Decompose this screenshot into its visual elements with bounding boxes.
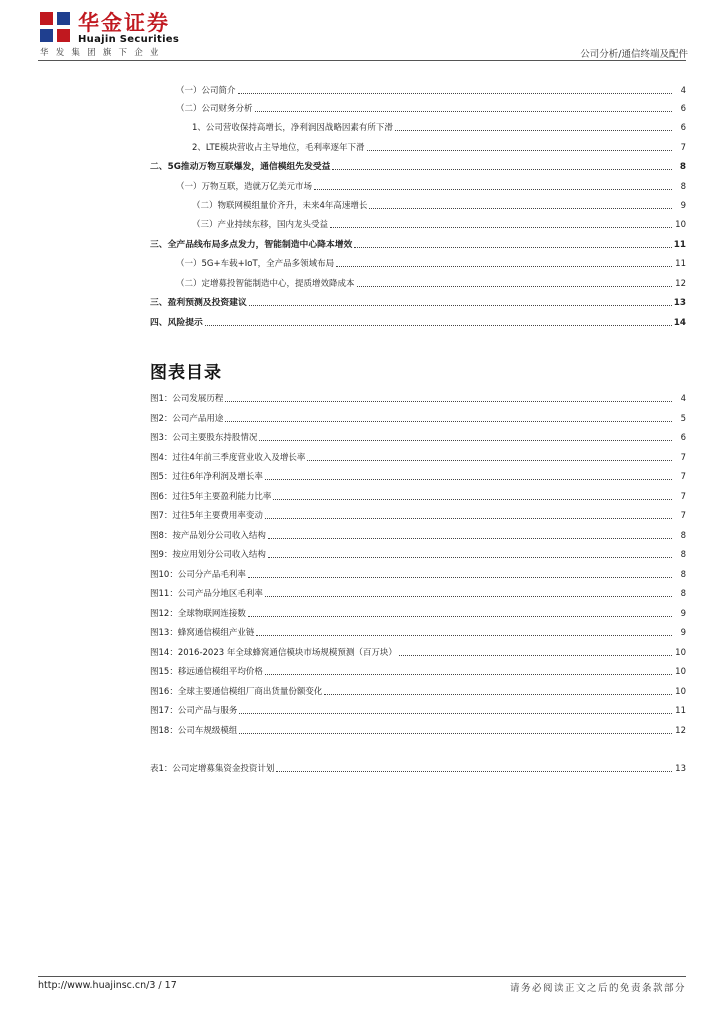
- brand-subtitle: 华发集团旗下企业: [40, 48, 166, 58]
- figure-entry[interactable]: 图8：按产品划分公司收入结构 8: [150, 531, 686, 541]
- figure-entry[interactable]: 图12：全球物联网连接数 9: [150, 609, 686, 619]
- toc-entry-main[interactable]: 三、全产品线布局多点发力，智能制造中心降本增效 11: [150, 240, 686, 250]
- figures-index-title: 图表目录: [150, 363, 222, 383]
- figure-entry[interactable]: 图6：过往5年主要盈利能力比率 7: [150, 492, 686, 502]
- toc-entry[interactable]: （一）公司简介 4: [176, 86, 686, 96]
- figure-entry[interactable]: 图4：过往4年前三季度营业收入及增长率 7: [150, 453, 686, 463]
- footer-divider: [38, 976, 686, 977]
- toc-entry-main[interactable]: 二、5G推动万物互联爆发，通信模组先发受益 8: [150, 162, 686, 172]
- document-category: 公司分析/通信终端及配件: [580, 49, 688, 60]
- footer-url[interactable]: http://www.huajinsc.cn/3 / 17: [38, 980, 177, 991]
- figure-entry[interactable]: 图7：过往5年主要费用率变动 7: [150, 511, 686, 521]
- header-divider: [38, 60, 686, 61]
- figure-entry[interactable]: 图2：公司产品用途 5: [150, 414, 686, 424]
- page-header: [38, 10, 688, 60]
- toc-entry[interactable]: 1、公司营收保持高增长，净利润因战略因素有所下滑 6: [192, 123, 686, 133]
- figure-entry[interactable]: 图14：2016-2023 年全球蜂窝通信模块市场规模预测（百万块） 10: [150, 648, 686, 658]
- toc-entry[interactable]: （二）定增募投智能制造中心，提质增效降成本 12: [176, 279, 686, 289]
- figure-entry[interactable]: 图1：公司发展历程 4: [150, 394, 686, 404]
- figure-entry[interactable]: 图11：公司产品分地区毛利率 8: [150, 589, 686, 599]
- figure-entry[interactable]: 图18：公司车规级模组 12: [150, 726, 686, 736]
- brand-name-en: Huajin Securities: [78, 34, 180, 45]
- toc-entry-main[interactable]: 四、风险提示 14: [150, 318, 686, 328]
- toc-entry-main[interactable]: 三、盈利预测及投资建议 13: [150, 298, 686, 308]
- footer-disclaimer: 请务必阅读正文之后的免责条款部分: [509, 983, 686, 994]
- toc-entry[interactable]: （二）公司财务分析 6: [176, 104, 686, 114]
- figure-entry[interactable]: 图10：公司分产品毛利率 8: [150, 570, 686, 580]
- brand-name: 华金证券: [78, 11, 170, 35]
- toc-entry[interactable]: （一）万物互联，造就万亿美元市场 8: [176, 182, 686, 192]
- figure-entry[interactable]: 图17：公司产品与服务 11: [150, 706, 686, 716]
- toc-entry[interactable]: （二）物联网模组量价齐升，未来4年高速增长 9: [192, 201, 686, 211]
- figure-entry[interactable]: 图3：公司主要股东持股情况 6: [150, 433, 686, 443]
- figure-entry[interactable]: 图5：过往6年净利润及增长率 7: [150, 472, 686, 482]
- figure-entry[interactable]: 图9：按应用划分公司收入结构 8: [150, 550, 686, 560]
- huajin-logo-icon: [38, 10, 72, 44]
- figure-entry[interactable]: 图16：全球主要通信模组厂商出货量份额变化 10: [150, 687, 686, 697]
- toc-entry[interactable]: （三）产业持续东移，国内龙头受益 10: [192, 220, 686, 230]
- figure-entry[interactable]: 图15：移远通信模组平均价格 10: [150, 667, 686, 677]
- toc-entry[interactable]: 2、LTE模块营收占主导地位，毛利率逐年下滑 7: [192, 143, 686, 153]
- figure-entry[interactable]: 图13：蜂窝通信模组产业链 9: [150, 628, 686, 638]
- table-entry[interactable]: 表1：公司定增募集资金投资计划 13: [150, 764, 686, 774]
- toc-entry[interactable]: （一）5G+车载+IoT，全产品多领域布局 11: [176, 259, 686, 269]
